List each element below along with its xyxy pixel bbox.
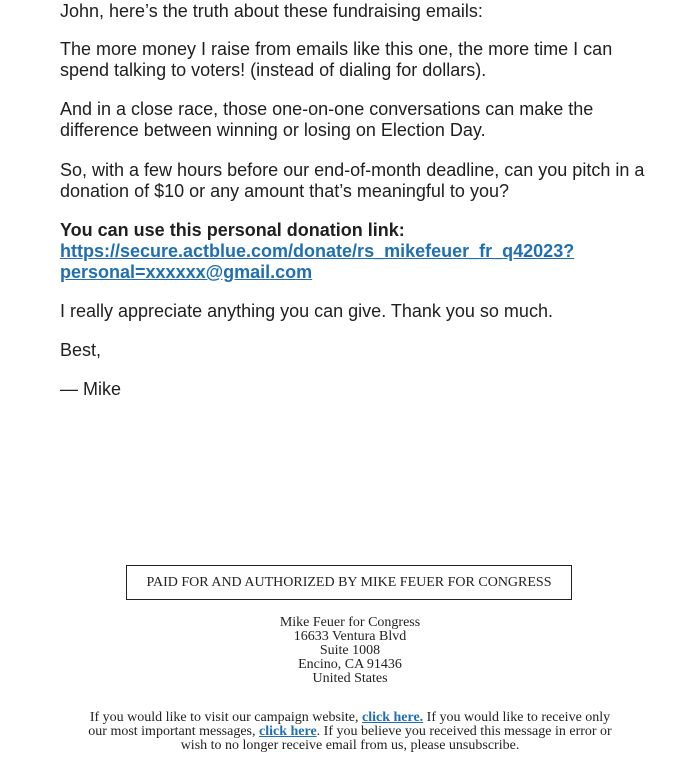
footer-note-part2: If you would like to receive only our most important messages, bbox=[88, 710, 611, 739]
address-city: Encino, CA 91436 bbox=[298, 657, 402, 672]
ask-paragraph: So, with a few hours before our end-of-month deadline, can you pitch in a donation of $10 or any amount that’s meaningful to you? bbox=[60, 160, 645, 201]
donation-link-intro: You can use this personal donation link: bbox=[60, 220, 405, 240]
donation-link-paragraph bbox=[60, 220, 650, 283]
footer-note-part1: If you would like to visit our campaign website, bbox=[89, 710, 362, 725]
race-paragraph: And in a close race, those one-on-one conversations can make the difference between winning or losing on Election Day. bbox=[60, 99, 594, 140]
greeting-paragraph: John, here’s the truth about these fundraising emails: bbox=[60, 1, 483, 21]
thanks-paragraph: I really appreciate anything you can give. Thank you so much. bbox=[60, 301, 553, 321]
signature: — Mike bbox=[60, 379, 122, 399]
donation-link-line2[interactable]: personal=xxxxxx@gmail.com bbox=[60, 262, 313, 282]
address-name: Mike Feuer for Congress bbox=[279, 615, 421, 630]
money-paragraph: The more money I raise from emails like this one, the more time I can spend talking to voters! (instead of dialing for dollars). bbox=[60, 39, 613, 80]
address-suite: Suite 1008 bbox=[319, 643, 381, 658]
closing-paragraph: Best, bbox=[60, 340, 102, 360]
footer-note-part3: . If you believe you received this message in error or wish to no longer receive email from us, please unsubscribe. bbox=[180, 724, 612, 753]
donation-link-line1[interactable]: https://secure.actblue.com/donate/rs_mikefeuer_fr_q42023? bbox=[60, 241, 575, 261]
paid-for-disclaimer: PAID FOR AND AUTHORIZED BY MIKE FEUER FOR CONGRESS bbox=[126, 565, 572, 600]
address-country: United States bbox=[312, 671, 388, 686]
donation-link[interactable] bbox=[60, 241, 650, 283]
important-messages-link[interactable]: click here bbox=[258, 724, 317, 739]
footer-note bbox=[80, 711, 620, 753]
website-link[interactable]: click here. bbox=[362, 710, 424, 725]
address-street: 16633 Ventura Blvd bbox=[293, 629, 407, 644]
mailing-address bbox=[200, 616, 500, 686]
